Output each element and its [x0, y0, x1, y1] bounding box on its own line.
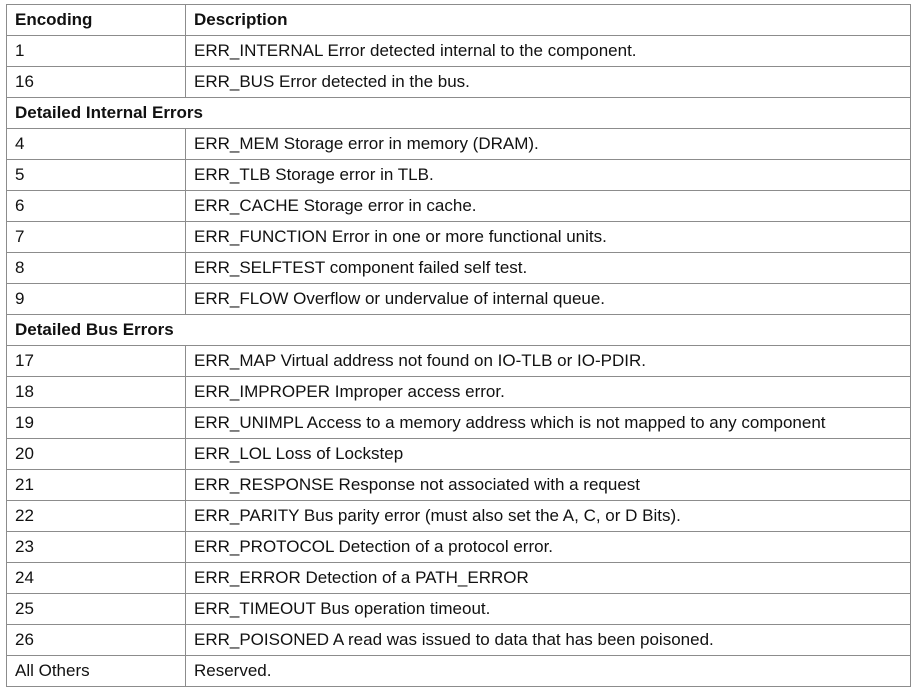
description-cell: ERR_BUS Error detected in the bus. [186, 67, 911, 98]
encoding-cell: 1 [7, 36, 186, 67]
section-label: Detailed Internal Errors [7, 98, 911, 129]
description-cell: ERR_INTERNAL Error detected internal to the component. [186, 36, 911, 67]
encoding-cell: 6 [7, 191, 186, 222]
description-cell: ERR_UNIMPL Access to a memory address which is not mapped to any component [186, 408, 911, 439]
encoding-cell: 8 [7, 253, 186, 284]
table-row [7, 594, 911, 625]
encoding-cell: All Others [7, 656, 186, 687]
description-cell: ERR_PARITY Bus parity error (must also set the A, C, or D Bits). [186, 501, 911, 532]
description-cell: ERR_CACHE Storage error in cache. [186, 191, 911, 222]
table-row [7, 377, 911, 408]
section-header-row [7, 98, 911, 129]
table-row [7, 563, 911, 594]
section-label: Detailed Bus Errors [7, 315, 911, 346]
encoding-cell: 17 [7, 346, 186, 377]
table-row [7, 253, 911, 284]
table-row [7, 67, 911, 98]
table-row [7, 191, 911, 222]
error-encoding-table [6, 4, 911, 687]
description-cell: ERR_ERROR Detection of a PATH_ERROR [186, 563, 911, 594]
encoding-cell: 4 [7, 129, 186, 160]
description-cell: ERR_LOL Loss of Lockstep [186, 439, 911, 470]
table-row [7, 408, 911, 439]
description-cell: ERR_SELFTEST component failed self test. [186, 253, 911, 284]
encoding-cell: 25 [7, 594, 186, 625]
table-row [7, 439, 911, 470]
encoding-cell: 20 [7, 439, 186, 470]
description-cell: ERR_FUNCTION Error in one or more functional units. [186, 222, 911, 253]
encoding-cell: 23 [7, 532, 186, 563]
table-header-row [7, 5, 911, 36]
encoding-cell: 19 [7, 408, 186, 439]
table-row [7, 160, 911, 191]
table-row [7, 656, 911, 687]
description-cell: Reserved. [186, 656, 911, 687]
description-cell: ERR_RESPONSE Response not associated with a request [186, 470, 911, 501]
table-row [7, 222, 911, 253]
description-cell: ERR_FLOW Overflow or undervalue of internal queue. [186, 284, 911, 315]
encoding-cell: 5 [7, 160, 186, 191]
encoding-cell: 18 [7, 377, 186, 408]
description-cell: ERR_TIMEOUT Bus operation timeout. [186, 594, 911, 625]
encoding-cell: 24 [7, 563, 186, 594]
description-cell: ERR_TLB Storage error in TLB. [186, 160, 911, 191]
header-encoding: Encoding [7, 5, 186, 36]
header-description: Description [186, 5, 911, 36]
table-row [7, 501, 911, 532]
encoding-cell: 26 [7, 625, 186, 656]
table-row [7, 532, 911, 563]
description-cell: ERR_PROTOCOL Detection of a protocol error. [186, 532, 911, 563]
encoding-cell: 9 [7, 284, 186, 315]
description-cell: ERR_MEM Storage error in memory (DRAM). [186, 129, 911, 160]
table-row [7, 470, 911, 501]
table-row [7, 36, 911, 67]
description-cell: ERR_MAP Virtual address not found on IO-TLB or IO-PDIR. [186, 346, 911, 377]
error-encoding-table-container [6, 4, 910, 687]
table-row [7, 284, 911, 315]
encoding-cell: 21 [7, 470, 186, 501]
table-body [7, 36, 911, 687]
description-cell: ERR_IMPROPER Improper access error. [186, 377, 911, 408]
description-cell: ERR_POISONED A read was issued to data that has been poisoned. [186, 625, 911, 656]
table-row [7, 346, 911, 377]
encoding-cell: 22 [7, 501, 186, 532]
encoding-cell: 16 [7, 67, 186, 98]
section-header-row [7, 315, 911, 346]
encoding-cell: 7 [7, 222, 186, 253]
table-row [7, 625, 911, 656]
table-row [7, 129, 911, 160]
